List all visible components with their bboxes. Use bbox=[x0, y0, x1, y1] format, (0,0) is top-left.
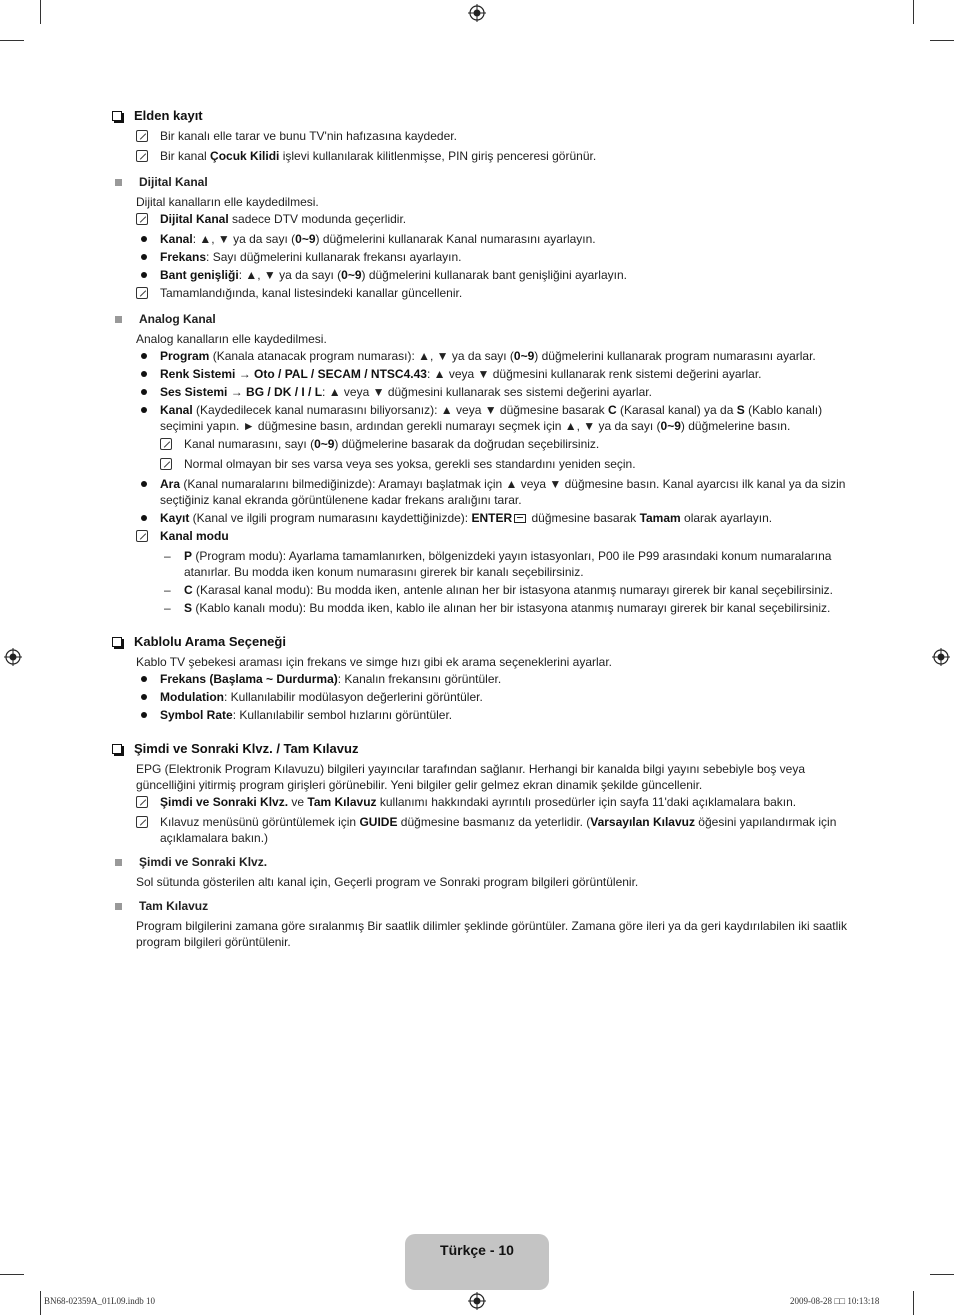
crop-mark bbox=[0, 1274, 24, 1275]
bullet-icon bbox=[136, 689, 160, 705]
section-heading: Kablolu Arama Seçeneği bbox=[112, 634, 850, 650]
note-icon bbox=[136, 130, 148, 142]
list-item: Kayıt (Kanal ve ilgili program numarasını kaydettiğinizde): ENTER düğmesine basarak Tamam olarak ayarlayın. bbox=[112, 510, 850, 526]
square-bullet-icon bbox=[115, 316, 122, 323]
crop-mark bbox=[930, 40, 954, 41]
bullet-icon bbox=[136, 267, 160, 283]
checkbox-square-icon bbox=[112, 744, 122, 754]
list-item: Modulation: Kullanılabilir modülasyon değerlerini görüntüler. bbox=[112, 689, 850, 705]
note: Dijital Kanal sadece DTV modunda geçerlidir. bbox=[112, 211, 850, 229]
dash-icon bbox=[160, 600, 184, 616]
section-heading: Şimdi ve Sonraki Klvz. / Tam Kılavuz bbox=[112, 741, 850, 757]
note-icon bbox=[136, 530, 148, 542]
bullet-icon bbox=[136, 510, 160, 526]
note-icon bbox=[136, 287, 148, 299]
checkbox-square-icon bbox=[112, 637, 122, 647]
registration-mark-icon bbox=[932, 648, 950, 666]
registration-mark-icon bbox=[468, 4, 486, 22]
bullet-icon bbox=[136, 476, 160, 508]
note: Kanal modu bbox=[112, 528, 850, 546]
list-item: Ara (Kanal numaralarını bilmediğinizde): Aramayı başlatmak için ▲ veya ▼ düğmesine basın. Kanal ayarcısı ilk kanal ya da sizin seçtiğiniz kanal ekranda görüntülenene kadar frekans aralığını tarar. bbox=[112, 476, 850, 508]
square-bullet-icon bbox=[115, 859, 122, 866]
note-icon bbox=[160, 458, 172, 470]
list-item: Ses Sistemi → BG / DK / I / L: ▲ veya ▼ düğmesini kullanarak ses sistemi değerini ayarlar. bbox=[112, 384, 850, 400]
section-heading: Elden kayıt bbox=[112, 108, 850, 124]
page-content bbox=[112, 108, 850, 951]
crop-mark bbox=[40, 1291, 41, 1315]
bullet-icon bbox=[136, 249, 160, 265]
note-icon bbox=[136, 796, 148, 808]
note: Kılavuz menüsünü görüntülemek için GUIDE düğmesine basmanız da yeterlidir. (Varsayılan Kılavuz öğesini yapılandırmak için açıklamalara bakın.) bbox=[112, 814, 850, 846]
registration-mark-icon bbox=[4, 648, 22, 666]
subsection-heading: Tam Kılavuz bbox=[112, 898, 850, 914]
list-item: Symbol Rate: Kullanılabilir sembol hızlarını görüntüler. bbox=[112, 707, 850, 723]
note: Normal olmayan bir ses varsa veya ses yoksa, gerekli ses standardını yeniden seçin. bbox=[112, 456, 850, 474]
enter-key-icon bbox=[514, 514, 526, 523]
page-number: Türkçe - 10 bbox=[440, 1242, 514, 1258]
note: Bir kanal Çocuk Kilidi işlevi kullanılarak kilitlenmişse, PIN giriş penceresi görünür. bbox=[112, 148, 850, 166]
list-item: Kanal: ▲, ▼ ya da sayı (0~9) düğmelerini kullanarak Kanal numarasını ayarlayın. bbox=[112, 231, 850, 247]
bullet-icon bbox=[136, 348, 160, 364]
bullet-icon bbox=[136, 402, 160, 434]
subsection-heading: Şimdi ve Sonraki Klvz. bbox=[112, 854, 850, 870]
bullet-icon bbox=[136, 384, 160, 400]
list-item: Frekans: Sayı düğmelerini kullanarak frekansı ayarlayın. bbox=[112, 249, 850, 265]
list-item: Kanal (Kaydedilecek kanal numarasını biliyorsanız): ▲ veya ▼ düğmesine basarak C (Karasal kanal) ya da S (Kablo kanalı) seçimini yapın. ► düğmesine basın, ardından gerekli numarayı seçmek için ▲, ▼ ya da sayı (0~9) düğmelerine basın. bbox=[112, 402, 850, 434]
list-item: – C (Karasal kanal modu): Bu modda iken, antenle alınan her bir istasyona atanmış numarayı girerek bir kanal seçebilirsiniz. bbox=[112, 582, 850, 598]
crop-mark bbox=[40, 0, 41, 24]
subsection-heading: Analog Kanal bbox=[112, 311, 850, 327]
paragraph: Dijital kanalların elle kaydedilmesi. bbox=[136, 195, 319, 209]
note: Şimdi ve Sonraki Klvz. ve Tam Kılavuz kullanımı hakkındaki ayrıntılı prosedürler için sayfa 11'daki açıklamalara bakın. bbox=[112, 794, 850, 812]
crop-mark bbox=[913, 0, 914, 24]
paragraph: Kablo TV şebekesi araması için frekans ve simge hızı gibi ek arama seçeneklerini ayarlar. bbox=[136, 655, 612, 669]
print-file-name: BN68-02359A_01L09.indb 10 bbox=[44, 1296, 155, 1306]
bullet-icon bbox=[136, 671, 160, 687]
paragraph: Analog kanalların elle kaydedilmesi. bbox=[136, 332, 327, 346]
list-item: – S (Kablo kanalı modu): Bu modda iken, kablo ile alınan her bir istasyona atanmış numarayı girerek bir kanal seçebilirsiniz. bbox=[112, 600, 850, 616]
note: Bir kanalı elle tarar ve bunu TV'nin hafızasına kaydeder. bbox=[112, 128, 850, 146]
bullet-icon bbox=[136, 366, 160, 382]
square-bullet-icon bbox=[115, 179, 122, 186]
note: Kanal numarasını, sayı (0~9) düğmelerine basarak da doğrudan seçebilirsiniz. bbox=[112, 436, 850, 454]
subsection-heading: Dijital Kanal bbox=[112, 174, 850, 190]
note-icon bbox=[136, 150, 148, 162]
crop-mark bbox=[0, 40, 24, 41]
remote-note-icon bbox=[136, 816, 148, 828]
list-item: Frekans (Başlama ~ Durdurma): Kanalın frekansını görüntüler. bbox=[112, 671, 850, 687]
list-item: Bant genişliği: ▲, ▼ ya da sayı (0~9) düğmelerini kullanarak bant genişliğini ayarlayın. bbox=[112, 267, 850, 283]
registration-mark-icon bbox=[468, 1292, 486, 1310]
dash-icon bbox=[160, 582, 184, 598]
list-item: Program (Kanala atanacak program numarası): ▲, ▼ ya da sayı (0~9) düğmelerini kullanarak program numarasını ayarlar. bbox=[112, 348, 850, 364]
paragraph: Program bilgilerini zamana göre sıralanmış Bir saatlik dilimler şeklinde görüntüler. Zamana göre ileri ya da geri kaydırılabilen iki saatlik program bilgileri görüntülenir. bbox=[136, 919, 847, 949]
paragraph: EPG (Elektronik Program Kılavuzu) bilgileri yayıncılar tarafından sağlanır. Herhangi bir kanalda bilgi yayını sebebiyle boş veya güncelliğini yitirmiş program girişleri görünebilir. Yeni bilgiler gelir gelmez ekran dinamik şekilde güncellenir. bbox=[136, 762, 805, 792]
note-icon bbox=[160, 438, 172, 450]
list-item: Renk Sistemi → Oto / PAL / SECAM / NTSC4.43: ▲ veya ▼ düğmesini kullanarak renk sistemi değerini ayarlar. bbox=[112, 366, 850, 382]
crop-mark bbox=[930, 1274, 954, 1275]
print-datetime: 2009-08-28 □□ 10:13:18 bbox=[790, 1296, 880, 1306]
list-item: – P (Program modu): Ayarlama tamamlanırken, bölgenizdeki yayın istasyonları, P00 ile P99 arasındaki konum numaralarına atanırlar. Bu modda iken konum numarasını girerek bir kanalı seçebilirsiniz. bbox=[112, 548, 850, 580]
checkbox-square-icon bbox=[112, 111, 122, 121]
square-bullet-icon bbox=[115, 903, 122, 910]
bullet-icon bbox=[136, 231, 160, 247]
crop-mark bbox=[913, 1291, 914, 1315]
dash-icon bbox=[160, 548, 184, 580]
bullet-icon bbox=[136, 707, 160, 723]
note-icon bbox=[136, 213, 148, 225]
paragraph: Sol sütunda gösterilen altı kanal için, Geçerli program ve Sonraki program bilgileri görüntülenir. bbox=[136, 875, 639, 889]
note: Tamamlandığında, kanal listesindeki kanallar güncellenir. bbox=[112, 285, 850, 303]
